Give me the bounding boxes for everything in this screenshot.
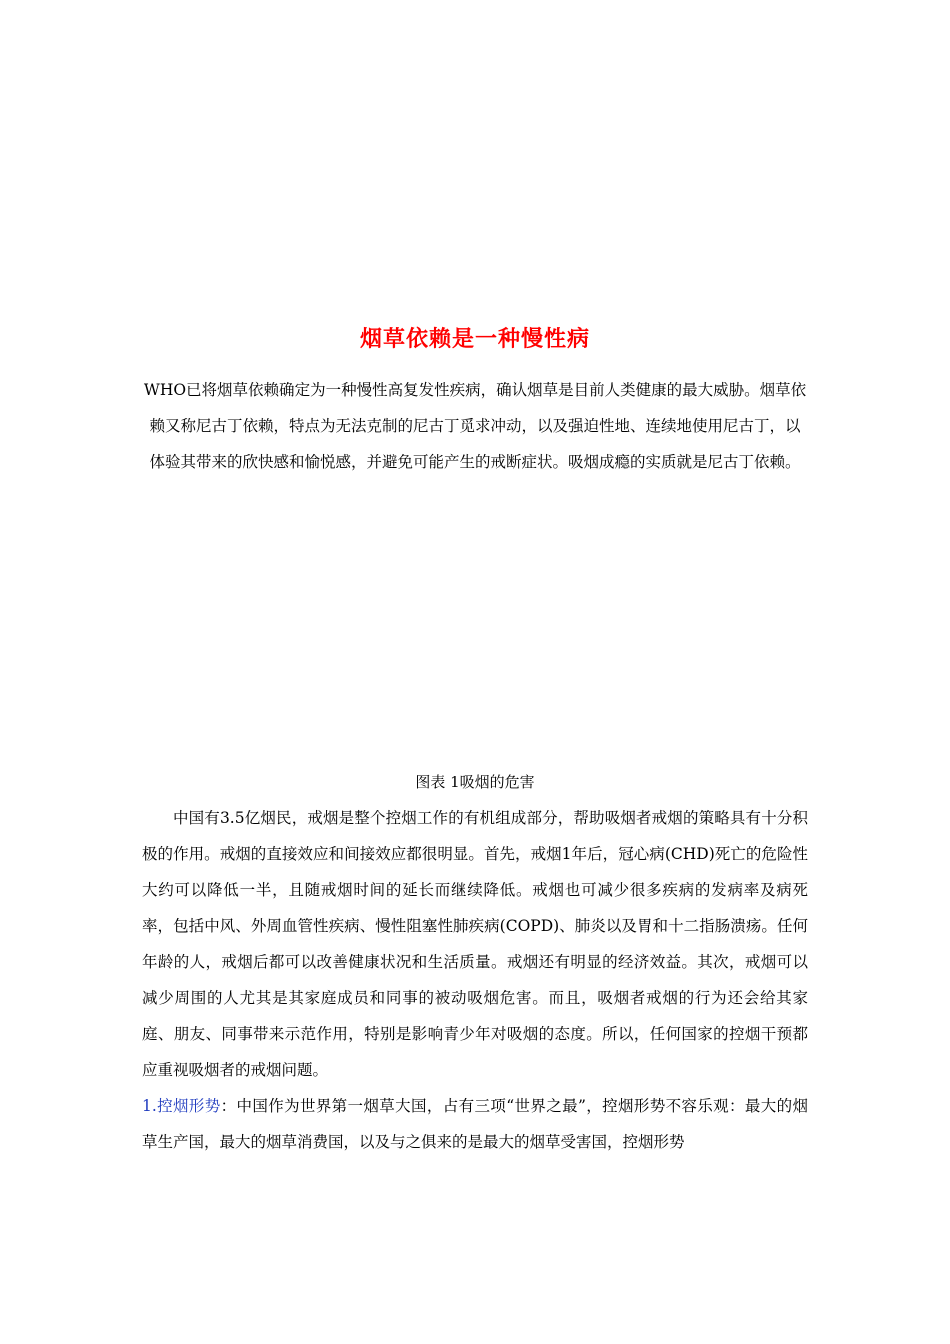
section-tobacco-control-text: ：中国作为世界第一烟草大国，占有三项“世界之最”，控烟形势不容乐观：最大的烟草生产国，最大的烟草消费国，以及与之俱来的是最大的烟草受害国，控烟形势 — [142, 1097, 808, 1151]
tobacco-control-link[interactable]: 1.控烟形势 — [142, 1097, 221, 1115]
section-tobacco-control — [142, 1088, 808, 1160]
intro-paragraph: WHO已将烟草依赖确定为一种慢性高复发性疾病，确认烟草是目前人类健康的最大威胁。烟草依赖又称尼古丁依赖，特点为无法克制的尼古丁觅求冲动，以及强迫性地、连续地使用尼古丁，以体验其带来的欣快感和愉悦感，并避免可能产生的戒断症状。吸烟成瘾的实质就是尼古丁依赖。 — [143, 381, 807, 471]
figure-caption: 图表 1吸烟的危害 — [415, 773, 535, 791]
document-title: 烟草依赖是一种慢性病 — [359, 327, 590, 352]
body-text — [142, 800, 808, 1160]
paragraph-smoking-cessation: 中国有3.5亿烟民，戒烟是整个控烟工作的有机组成部分，帮助吸烟者戒烟的策略具有十分积极的作用。戒烟的直接效应和间接效应都很明显。首先，戒烟1年后，冠心病(CHD)死亡的危险性大约可以降低一半，且随戒烟时间的延长而继续降低。戒烟也可减少很多疾病的发病率及病死率，包括中风、外周血管性疾病、慢性阻塞性肺疾病(COPD)、肺炎以及胃和十二指肠溃疡。任何年龄的人，戒烟后都可以改善健康状况和生活质量。戒烟还有明显的经济效益。其次，戒烟可以减少周围的人尤其是其家庭成员和同事的被动吸烟危害。而且，吸烟者戒烟的行为还会给其家庭、朋友、同事带来示范作用，特别是影响青少年对吸烟的态度。所以，任何国家的控烟干预都应重视吸烟者的戒烟问题。 — [142, 809, 808, 1079]
